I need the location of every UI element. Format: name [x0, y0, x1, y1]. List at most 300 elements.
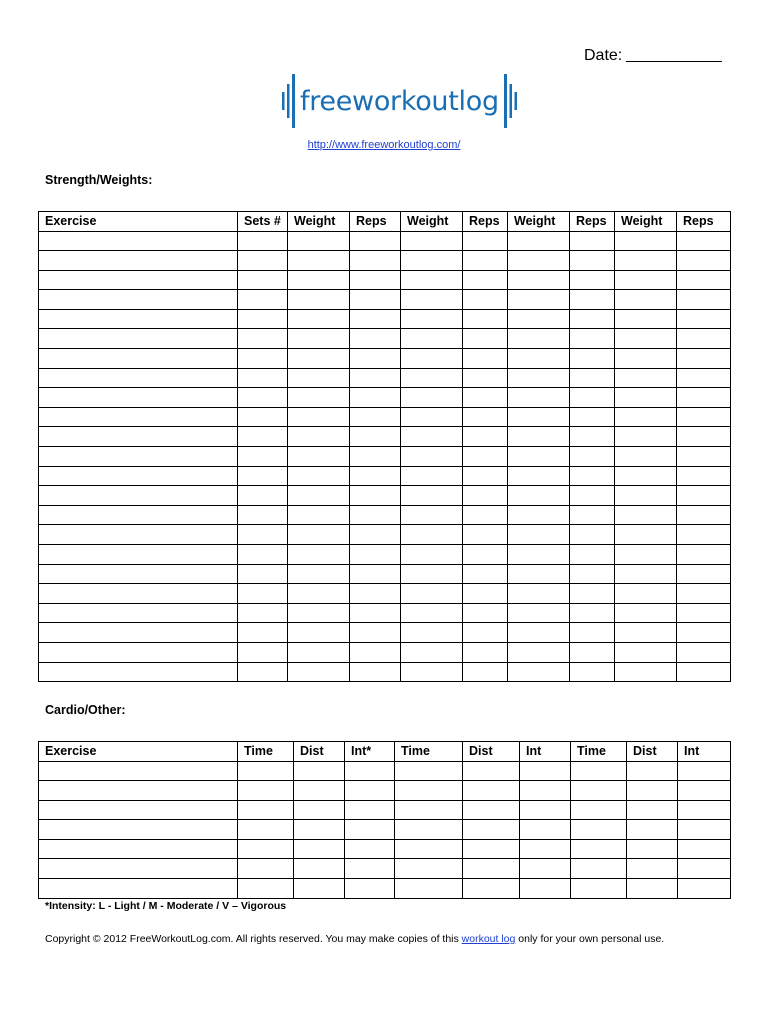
table-cell[interactable]	[508, 270, 570, 290]
table-cell[interactable]	[39, 447, 238, 467]
table-cell[interactable]	[508, 564, 570, 584]
table-cell[interactable]	[570, 388, 615, 408]
table-cell[interactable]	[508, 407, 570, 427]
table-cell[interactable]	[571, 761, 627, 781]
table-cell[interactable]	[395, 820, 463, 840]
table-cell[interactable]	[401, 662, 463, 682]
table-cell[interactable]	[39, 505, 238, 525]
table-cell[interactable]	[463, 761, 520, 781]
table-cell[interactable]	[401, 545, 463, 565]
table-cell[interactable]	[345, 839, 395, 859]
table-cell[interactable]	[39, 564, 238, 584]
table-cell[interactable]	[39, 642, 238, 662]
table-cell[interactable]	[401, 466, 463, 486]
table-cell[interactable]	[288, 407, 350, 427]
table-cell[interactable]	[401, 603, 463, 623]
table-cell[interactable]	[615, 251, 677, 271]
table-cell[interactable]	[571, 820, 627, 840]
table-cell[interactable]	[463, 564, 508, 584]
table-cell[interactable]	[350, 407, 401, 427]
table-cell[interactable]	[401, 329, 463, 349]
table-cell[interactable]	[350, 584, 401, 604]
table-cell[interactable]	[508, 368, 570, 388]
table-cell[interactable]	[571, 800, 627, 820]
table-cell[interactable]	[677, 290, 731, 310]
table-cell[interactable]	[288, 329, 350, 349]
table-cell[interactable]	[508, 466, 570, 486]
table-cell[interactable]	[350, 623, 401, 643]
table-cell[interactable]	[615, 407, 677, 427]
table-cell[interactable]	[39, 623, 238, 643]
table-cell[interactable]	[615, 623, 677, 643]
table-cell[interactable]	[238, 349, 288, 369]
table-cell[interactable]	[627, 761, 678, 781]
table-cell[interactable]	[678, 761, 731, 781]
table-cell[interactable]	[677, 349, 731, 369]
table-cell[interactable]	[570, 642, 615, 662]
table-cell[interactable]	[570, 662, 615, 682]
table-cell[interactable]	[570, 329, 615, 349]
table-cell[interactable]	[288, 270, 350, 290]
table-cell[interactable]	[677, 505, 731, 525]
table-cell[interactable]	[571, 859, 627, 879]
table-cell[interactable]	[677, 270, 731, 290]
table-cell[interactable]	[401, 564, 463, 584]
table-cell[interactable]	[238, 662, 288, 682]
table-cell[interactable]	[571, 879, 627, 899]
table-cell[interactable]	[238, 290, 288, 310]
table-cell[interactable]	[294, 839, 345, 859]
table-cell[interactable]	[463, 407, 508, 427]
table-cell[interactable]	[463, 251, 508, 271]
table-cell[interactable]	[39, 466, 238, 486]
table-cell[interactable]	[39, 662, 238, 682]
table-cell[interactable]	[395, 879, 463, 899]
table-cell[interactable]	[678, 879, 731, 899]
table-cell[interactable]	[39, 427, 238, 447]
table-cell[interactable]	[350, 505, 401, 525]
table-cell[interactable]	[395, 839, 463, 859]
table-cell[interactable]	[520, 859, 571, 879]
table-cell[interactable]	[463, 642, 508, 662]
table-cell[interactable]	[615, 662, 677, 682]
table-cell[interactable]	[350, 525, 401, 545]
table-cell[interactable]	[39, 486, 238, 506]
table-cell[interactable]	[615, 486, 677, 506]
table-cell[interactable]	[401, 251, 463, 271]
table-cell[interactable]	[294, 761, 345, 781]
table-cell[interactable]	[395, 859, 463, 879]
table-cell[interactable]	[39, 388, 238, 408]
table-cell[interactable]	[677, 662, 731, 682]
table-cell[interactable]	[288, 486, 350, 506]
table-cell[interactable]	[350, 270, 401, 290]
table-cell[interactable]	[615, 270, 677, 290]
table-cell[interactable]	[350, 290, 401, 310]
table-cell[interactable]	[39, 545, 238, 565]
table-cell[interactable]	[350, 388, 401, 408]
table-cell[interactable]	[615, 368, 677, 388]
table-cell[interactable]	[39, 839, 238, 859]
table-cell[interactable]	[570, 584, 615, 604]
table-cell[interactable]	[615, 231, 677, 251]
table-cell[interactable]	[238, 545, 288, 565]
table-cell[interactable]	[520, 781, 571, 801]
date-blank-line[interactable]	[626, 47, 722, 62]
table-cell[interactable]	[401, 349, 463, 369]
table-cell[interactable]	[463, 879, 520, 899]
table-cell[interactable]	[238, 270, 288, 290]
table-cell[interactable]	[677, 564, 731, 584]
table-cell[interactable]	[39, 761, 238, 781]
table-cell[interactable]	[677, 486, 731, 506]
table-cell[interactable]	[463, 447, 508, 467]
table-cell[interactable]	[39, 368, 238, 388]
table-cell[interactable]	[508, 603, 570, 623]
table-cell[interactable]	[508, 349, 570, 369]
table-cell[interactable]	[288, 251, 350, 271]
table-cell[interactable]	[677, 584, 731, 604]
table-cell[interactable]	[39, 879, 238, 899]
table-cell[interactable]	[238, 800, 294, 820]
table-cell[interactable]	[520, 839, 571, 859]
table-cell[interactable]	[288, 368, 350, 388]
table-cell[interactable]	[401, 407, 463, 427]
table-cell[interactable]	[570, 486, 615, 506]
table-cell[interactable]	[570, 466, 615, 486]
table-cell[interactable]	[508, 525, 570, 545]
table-cell[interactable]	[678, 800, 731, 820]
table-cell[interactable]	[678, 820, 731, 840]
table-cell[interactable]	[401, 584, 463, 604]
table-cell[interactable]	[238, 447, 288, 467]
table-cell[interactable]	[238, 368, 288, 388]
table-cell[interactable]	[288, 388, 350, 408]
table-cell[interactable]	[615, 564, 677, 584]
table-cell[interactable]	[238, 820, 294, 840]
table-cell[interactable]	[238, 505, 288, 525]
table-cell[interactable]	[677, 368, 731, 388]
table-cell[interactable]	[294, 800, 345, 820]
table-cell[interactable]	[570, 447, 615, 467]
table-cell[interactable]	[345, 820, 395, 840]
table-cell[interactable]	[238, 584, 288, 604]
table-cell[interactable]	[345, 761, 395, 781]
table-cell[interactable]	[401, 290, 463, 310]
table-cell[interactable]	[570, 251, 615, 271]
table-cell[interactable]	[39, 800, 238, 820]
table-cell[interactable]	[395, 781, 463, 801]
table-cell[interactable]	[508, 486, 570, 506]
table-cell[interactable]	[350, 349, 401, 369]
table-cell[interactable]	[401, 309, 463, 329]
table-cell[interactable]	[238, 879, 294, 899]
table-cell[interactable]	[401, 427, 463, 447]
table-cell[interactable]	[350, 368, 401, 388]
table-cell[interactable]	[615, 525, 677, 545]
table-cell[interactable]	[288, 662, 350, 682]
table-cell[interactable]	[39, 309, 238, 329]
table-cell[interactable]	[508, 290, 570, 310]
workout-log-link[interactable]: workout log	[461, 933, 516, 945]
table-cell[interactable]	[345, 859, 395, 879]
table-cell[interactable]	[350, 662, 401, 682]
table-cell[interactable]	[615, 584, 677, 604]
table-cell[interactable]	[238, 623, 288, 643]
table-cell[interactable]	[345, 800, 395, 820]
table-cell[interactable]	[508, 545, 570, 565]
table-cell[interactable]	[615, 642, 677, 662]
table-cell[interactable]	[238, 603, 288, 623]
table-cell[interactable]	[463, 545, 508, 565]
table-cell[interactable]	[39, 525, 238, 545]
table-cell[interactable]	[238, 525, 288, 545]
table-cell[interactable]	[520, 879, 571, 899]
table-cell[interactable]	[520, 761, 571, 781]
table-cell[interactable]	[350, 564, 401, 584]
table-cell[interactable]	[677, 466, 731, 486]
table-cell[interactable]	[463, 584, 508, 604]
table-cell[interactable]	[677, 545, 731, 565]
table-cell[interactable]	[350, 231, 401, 251]
table-cell[interactable]	[238, 231, 288, 251]
table-cell[interactable]	[401, 525, 463, 545]
table-cell[interactable]	[345, 879, 395, 899]
table-cell[interactable]	[570, 623, 615, 643]
table-cell[interactable]	[401, 231, 463, 251]
table-cell[interactable]	[463, 603, 508, 623]
table-cell[interactable]	[570, 368, 615, 388]
table-cell[interactable]	[463, 329, 508, 349]
table-cell[interactable]	[288, 349, 350, 369]
table-cell[interactable]	[288, 290, 350, 310]
table-cell[interactable]	[615, 545, 677, 565]
table-cell[interactable]	[570, 407, 615, 427]
table-cell[interactable]	[350, 545, 401, 565]
table-cell[interactable]	[678, 781, 731, 801]
table-cell[interactable]	[508, 505, 570, 525]
table-cell[interactable]	[350, 466, 401, 486]
table-cell[interactable]	[520, 820, 571, 840]
table-cell[interactable]	[350, 486, 401, 506]
table-cell[interactable]	[615, 309, 677, 329]
table-cell[interactable]	[508, 584, 570, 604]
table-cell[interactable]	[288, 603, 350, 623]
table-cell[interactable]	[463, 800, 520, 820]
table-cell[interactable]	[508, 329, 570, 349]
table-cell[interactable]	[677, 623, 731, 643]
table-cell[interactable]	[350, 427, 401, 447]
table-cell[interactable]	[463, 525, 508, 545]
table-cell[interactable]	[615, 603, 677, 623]
table-cell[interactable]	[288, 447, 350, 467]
table-cell[interactable]	[463, 820, 520, 840]
table-cell[interactable]	[463, 231, 508, 251]
table-cell[interactable]	[508, 623, 570, 643]
table-cell[interactable]	[238, 859, 294, 879]
table-cell[interactable]	[238, 642, 288, 662]
table-cell[interactable]	[39, 251, 238, 271]
table-cell[interactable]	[570, 525, 615, 545]
table-cell[interactable]	[463, 309, 508, 329]
table-cell[interactable]	[39, 349, 238, 369]
table-cell[interactable]	[238, 839, 294, 859]
table-cell[interactable]	[570, 545, 615, 565]
table-cell[interactable]	[288, 505, 350, 525]
table-cell[interactable]	[238, 761, 294, 781]
table-cell[interactable]	[677, 251, 731, 271]
table-cell[interactable]	[677, 329, 731, 349]
table-cell[interactable]	[401, 388, 463, 408]
table-cell[interactable]	[288, 309, 350, 329]
table-cell[interactable]	[463, 662, 508, 682]
table-cell[interactable]	[39, 407, 238, 427]
table-cell[interactable]	[39, 859, 238, 879]
table-cell[interactable]	[350, 329, 401, 349]
table-cell[interactable]	[288, 231, 350, 251]
table-cell[interactable]	[627, 879, 678, 899]
table-cell[interactable]	[288, 545, 350, 565]
table-cell[interactable]	[678, 839, 731, 859]
table-cell[interactable]	[395, 761, 463, 781]
table-cell[interactable]	[238, 466, 288, 486]
table-cell[interactable]	[677, 603, 731, 623]
table-cell[interactable]	[39, 781, 238, 801]
table-cell[interactable]	[615, 466, 677, 486]
table-cell[interactable]	[677, 309, 731, 329]
table-cell[interactable]	[238, 781, 294, 801]
table-cell[interactable]	[463, 839, 520, 859]
table-cell[interactable]	[463, 486, 508, 506]
table-cell[interactable]	[570, 603, 615, 623]
table-cell[interactable]	[463, 427, 508, 447]
table-cell[interactable]	[288, 584, 350, 604]
table-cell[interactable]	[570, 290, 615, 310]
table-cell[interactable]	[627, 820, 678, 840]
table-cell[interactable]	[615, 505, 677, 525]
table-cell[interactable]	[238, 309, 288, 329]
table-cell[interactable]	[345, 781, 395, 801]
table-cell[interactable]	[627, 800, 678, 820]
table-cell[interactable]	[508, 231, 570, 251]
table-cell[interactable]	[350, 447, 401, 467]
table-cell[interactable]	[463, 368, 508, 388]
table-cell[interactable]	[39, 290, 238, 310]
table-cell[interactable]	[39, 231, 238, 251]
table-cell[interactable]	[508, 309, 570, 329]
table-cell[interactable]	[238, 329, 288, 349]
table-cell[interactable]	[401, 505, 463, 525]
table-cell[interactable]	[294, 781, 345, 801]
table-cell[interactable]	[627, 781, 678, 801]
table-cell[interactable]	[39, 270, 238, 290]
table-cell[interactable]	[508, 447, 570, 467]
table-cell[interactable]	[508, 251, 570, 271]
table-cell[interactable]	[615, 388, 677, 408]
table-cell[interactable]	[463, 859, 520, 879]
table-cell[interactable]	[463, 290, 508, 310]
table-cell[interactable]	[401, 642, 463, 662]
table-cell[interactable]	[294, 879, 345, 899]
table-cell[interactable]	[627, 859, 678, 879]
table-cell[interactable]	[520, 800, 571, 820]
table-cell[interactable]	[463, 505, 508, 525]
table-cell[interactable]	[570, 349, 615, 369]
table-cell[interactable]	[508, 388, 570, 408]
table-cell[interactable]	[401, 623, 463, 643]
table-cell[interactable]	[463, 270, 508, 290]
table-cell[interactable]	[677, 231, 731, 251]
table-cell[interactable]	[615, 329, 677, 349]
table-cell[interactable]	[615, 349, 677, 369]
table-cell[interactable]	[238, 251, 288, 271]
table-cell[interactable]	[401, 368, 463, 388]
table-cell[interactable]	[570, 505, 615, 525]
table-cell[interactable]	[508, 662, 570, 682]
table-cell[interactable]	[288, 466, 350, 486]
table-cell[interactable]	[39, 603, 238, 623]
table-cell[interactable]	[678, 859, 731, 879]
table-cell[interactable]	[570, 231, 615, 251]
table-cell[interactable]	[288, 525, 350, 545]
table-cell[interactable]	[615, 427, 677, 447]
table-cell[interactable]	[615, 290, 677, 310]
table-cell[interactable]	[463, 781, 520, 801]
table-cell[interactable]	[571, 781, 627, 801]
table-cell[interactable]	[238, 486, 288, 506]
table-cell[interactable]	[677, 388, 731, 408]
table-cell[interactable]	[350, 603, 401, 623]
table-cell[interactable]	[677, 447, 731, 467]
table-cell[interactable]	[238, 427, 288, 447]
table-cell[interactable]	[238, 407, 288, 427]
table-cell[interactable]	[238, 388, 288, 408]
table-cell[interactable]	[570, 427, 615, 447]
table-cell[interactable]	[39, 584, 238, 604]
table-cell[interactable]	[288, 623, 350, 643]
table-cell[interactable]	[401, 447, 463, 467]
table-cell[interactable]	[677, 427, 731, 447]
table-cell[interactable]	[39, 329, 238, 349]
table-cell[interactable]	[627, 839, 678, 859]
table-cell[interactable]	[350, 642, 401, 662]
website-link[interactable]: http://www.freeworkoutlog.com/	[307, 139, 461, 151]
table-cell[interactable]	[238, 564, 288, 584]
table-cell[interactable]	[463, 388, 508, 408]
table-cell[interactable]	[294, 820, 345, 840]
table-cell[interactable]	[39, 820, 238, 840]
table-cell[interactable]	[288, 427, 350, 447]
table-cell[interactable]	[350, 251, 401, 271]
table-cell[interactable]	[677, 525, 731, 545]
table-cell[interactable]	[294, 859, 345, 879]
table-cell[interactable]	[571, 839, 627, 859]
table-cell[interactable]	[288, 564, 350, 584]
table-cell[interactable]	[508, 642, 570, 662]
table-cell[interactable]	[570, 270, 615, 290]
table-cell[interactable]	[401, 486, 463, 506]
table-cell[interactable]	[350, 309, 401, 329]
table-cell[interactable]	[401, 270, 463, 290]
table-cell[interactable]	[615, 447, 677, 467]
table-cell[interactable]	[395, 800, 463, 820]
table-cell[interactable]	[508, 427, 570, 447]
table-cell[interactable]	[463, 466, 508, 486]
table-cell[interactable]	[677, 407, 731, 427]
table-cell[interactable]	[570, 309, 615, 329]
table-cell[interactable]	[463, 349, 508, 369]
table-cell[interactable]	[288, 642, 350, 662]
